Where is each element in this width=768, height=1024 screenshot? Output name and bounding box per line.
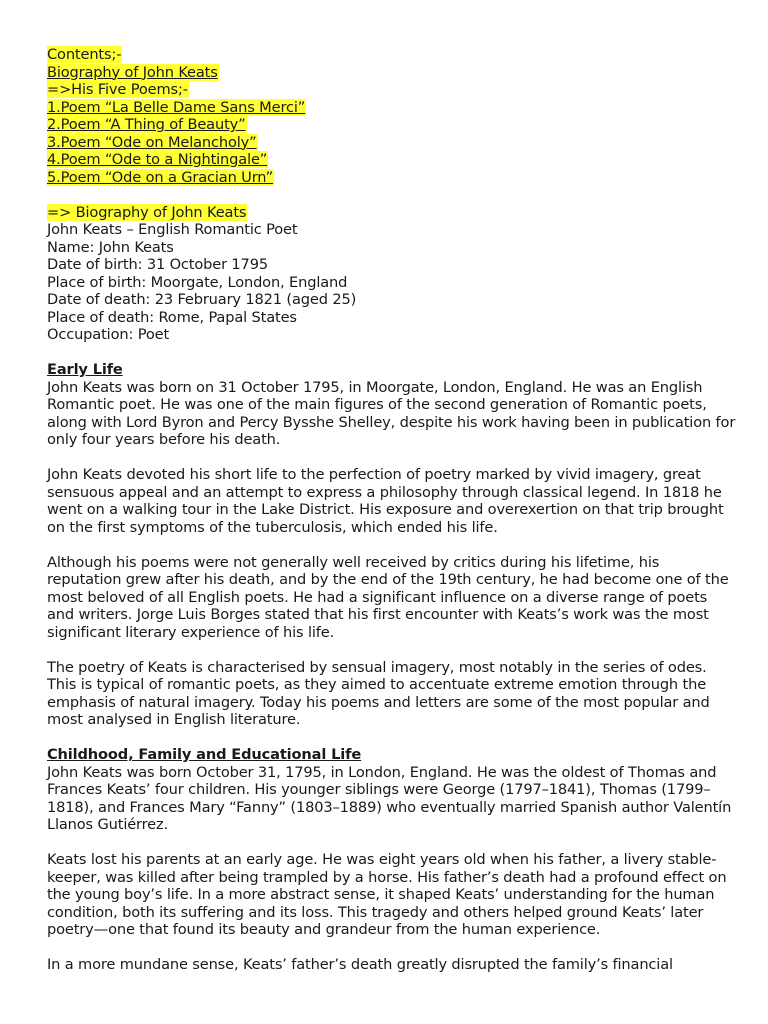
fact-line: Date of death: 23 February 1821 (aged 25) xyxy=(47,291,357,308)
table-of-contents xyxy=(47,46,737,186)
paragraph: John Keats devoted his short life to the perfection of poetry marked by vivid imagery, great sensuous appeal and an attempt to express a philosophy through classical legend. In 1818 he went on a walking tour in the Lake District. His exposure and overexertion on that trip brought on the first symptoms of the tuberculosis, which ended his life. xyxy=(47,466,724,536)
childhood-section xyxy=(47,746,737,974)
biography-section xyxy=(47,204,737,344)
fact-line: Place of death: Rome, Papal States xyxy=(47,308,297,326)
toc-link-poem-3[interactable]: 3.Poem “Ode on Melancholy” xyxy=(47,133,257,151)
fact-line: John Keats – English Romantic Poet xyxy=(47,221,298,238)
paragraph: Keats lost his parents at an early age. He was eight years old when his father, a livery stable-keeper, was killed after being trampled by a horse. His father’s death had a profound effect on the young boy’s life. In a more abstract sense, it shaped Keats’ understanding for the human condition, both its suffering and its loss. This tragedy and others helped ground Keats’ later poetry—one that found its beauty and grandeur from the human experience. xyxy=(47,851,727,938)
five-poems-label: =>His Five Poems;- xyxy=(47,81,188,98)
paragraph: John Keats was born October 31, 1795, in London, England. He was the oldest of Thomas and Frances Keats’ four children. His younger siblings were George (1797–1841), Thomas (1799–1818), and Frances Mary “Fanny” (1803–1889) who eventually married Spanish author Valentín Llanos Gutiérrez. xyxy=(47,763,732,833)
paragraph: In a more mundane sense, Keats’ father’s death greatly disrupted the family’s financial xyxy=(47,956,673,973)
toc-link-biography[interactable]: Biography of John Keats xyxy=(47,63,218,81)
paragraph: John Keats was born on 31 October 1795, in Moorgate, London, England. He was an English Romantic poet. He was one of the main figures of the second generation of Romantic poets, along with Lord Byron and Percy Bysshe Shelley, despite his work having been in publication for only four years before his death. xyxy=(47,378,736,448)
contents-label: Contents;- xyxy=(47,46,122,63)
fact-line: Date of birth: 31 October 1795 xyxy=(47,256,268,273)
toc-link-poem-5[interactable]: 5.Poem “Ode on a Gracian Urn” xyxy=(47,168,274,186)
childhood-heading: Childhood, Family and Educational Life xyxy=(47,746,362,763)
toc-link-poem-1[interactable]: 1.Poem “La Belle Dame Sans Merci” xyxy=(47,98,306,116)
fact-line: Occupation: Poet xyxy=(47,326,170,343)
paragraph: The poetry of Keats is characterised by sensual imagery, most notably in the series of odes. This is typical of romantic poets, as they aimed to accentuate extreme emotion through the emphasis of natural imagery. Today his poems and letters are some of the most popular and most analysed in English literature. xyxy=(47,658,710,728)
fact-line: Name: John Keats xyxy=(47,238,174,256)
biography-heading: => Biography of John Keats xyxy=(47,203,247,221)
paragraph: Although his poems were not generally well received by critics during his lifetime, his reputation grew after his death, and by the end of the 19th century, he had become one of the most beloved of all English poets. He had a significant influence on a diverse range of poets and writers. Jorge Luis Borges stated that his first encounter with Keats’s work was the most significant literary experience of his life. xyxy=(47,553,729,641)
document-page xyxy=(47,46,737,974)
early-life-heading: Early Life xyxy=(47,361,123,378)
toc-link-poem-4[interactable]: 4.Poem “Ode to a Nightingale” xyxy=(47,151,268,168)
early-life-section xyxy=(47,361,737,729)
toc-link-poem-2[interactable]: 2.Poem “A Thing of Beauty” xyxy=(47,116,246,133)
fact-line: Place of birth: Moorgate, London, England xyxy=(47,273,348,291)
